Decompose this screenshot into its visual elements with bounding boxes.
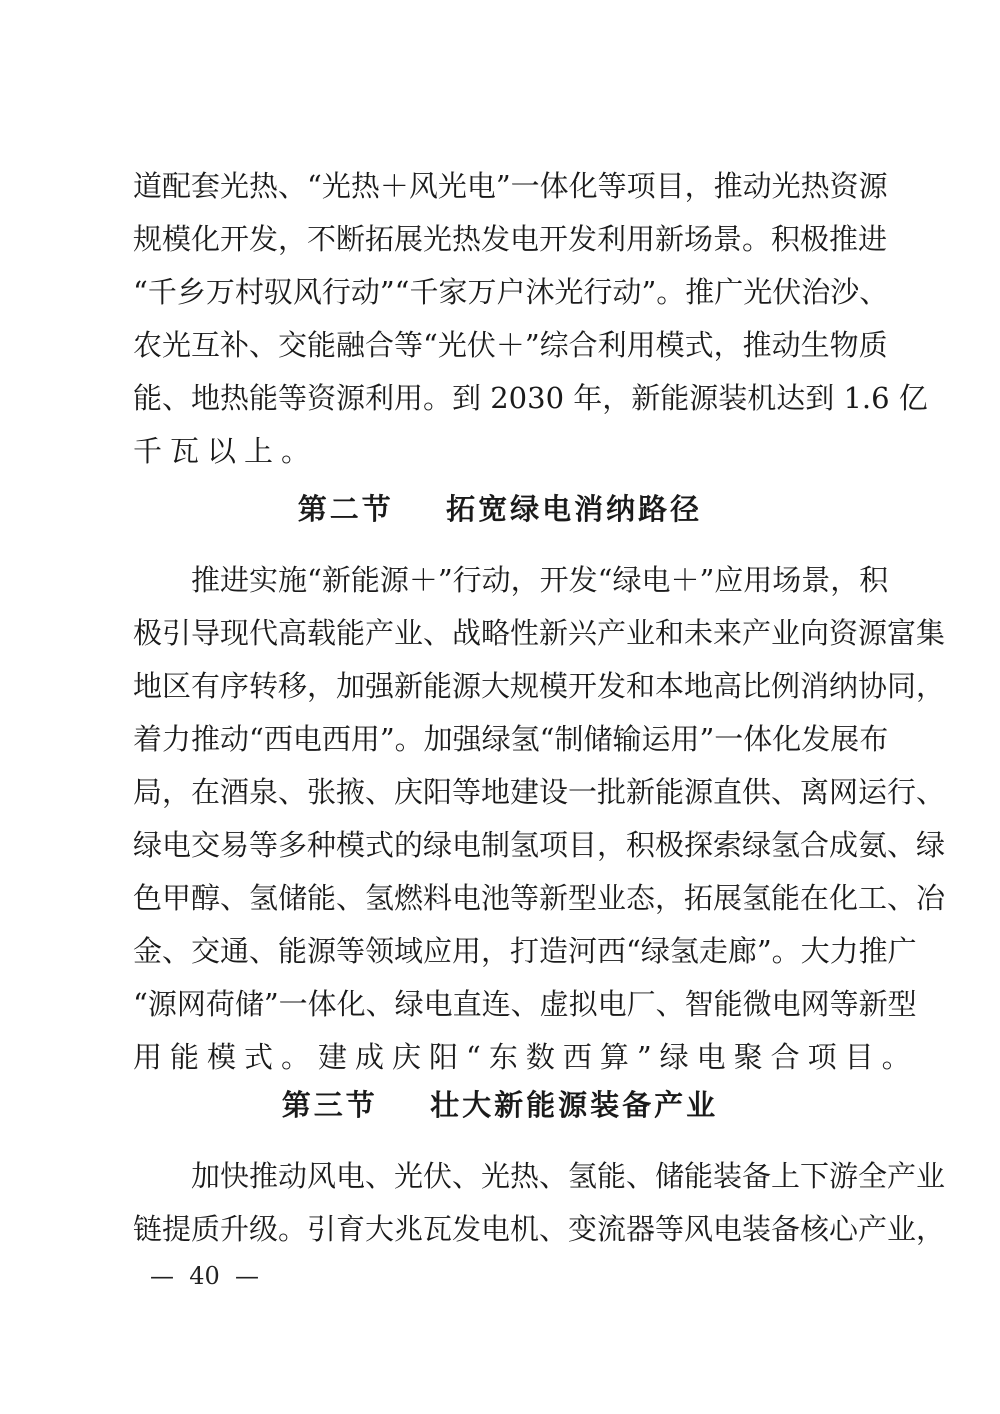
paragraph-line: 着力推动“西电西用”。加强绿氢“制储输运用”一体化发展布 — [133, 722, 889, 756]
paragraph-line: 道配套光热、“光热＋风光电”一体化等项目，推动光热资源 — [133, 169, 888, 203]
paragraph-line: 规模化开发，不断拓展光热发电开发利用新场景。积极推进 — [133, 222, 888, 256]
paragraph-line: “源网荷储”一体化、绿电直连、虚拟电厂、智能微电网等新型 — [133, 987, 917, 1021]
page-number: — 40 — — [150, 1262, 260, 1290]
paragraph-line: 绿电交易等多种模式的绿电制氢项目，积极探索绿氢合成氨、绿 — [133, 828, 946, 862]
paragraph-line: 地区有序转移，加强新能源大规模开发和本地高比例消纳协同， — [133, 669, 946, 703]
paragraph-line: 金、交通、能源等领域应用，打造河西“绿氢走廊”。大力推广 — [133, 934, 917, 968]
paragraph-line: 千瓦以上。 — [133, 434, 319, 468]
paragraph-line: 色甲醇、氢储能、氢燃料电池等新型业态，拓展氢能在化工、冶 — [133, 881, 946, 915]
section-heading-3: 第三节 壮大新能源装备产业 — [281, 1088, 719, 1122]
paragraph-line: 加快推动风电、光伏、光热、氢能、储能装备上下游全产业 — [133, 1159, 946, 1193]
paragraph-line: 用能模式。建成庆阳“东数西算”绿电聚合项目。 — [133, 1040, 919, 1074]
paragraph-line: 极引导现代高载能产业、战略性新兴产业和未来产业向资源富集 — [133, 616, 946, 650]
paragraph-line: 农光互补、交能融合等“光伏＋”综合利用模式，推动生物质 — [133, 328, 888, 362]
paragraph-line: “千乡万村驭风行动”“千家万户沐光行动”。推广光伏治沙、 — [133, 275, 889, 309]
paragraph-line: 链提质升级。引育大兆瓦发电机、变流器等风电装备核心产业， — [133, 1212, 946, 1246]
paragraph-line: 能、地热能等资源利用。到 2030 年，新能源装机达到 1.6 亿 — [133, 381, 928, 415]
paragraph-line: 局，在酒泉、张掖、庆阳等地建设一批新能源直供、离网运行、 — [133, 775, 946, 809]
paragraph-line: 推进实施“新能源＋”行动，开发“绿电＋”应用场景，积 — [133, 563, 889, 597]
section-heading-2: 第二节 拓宽绿电消纳路径 — [297, 492, 703, 526]
